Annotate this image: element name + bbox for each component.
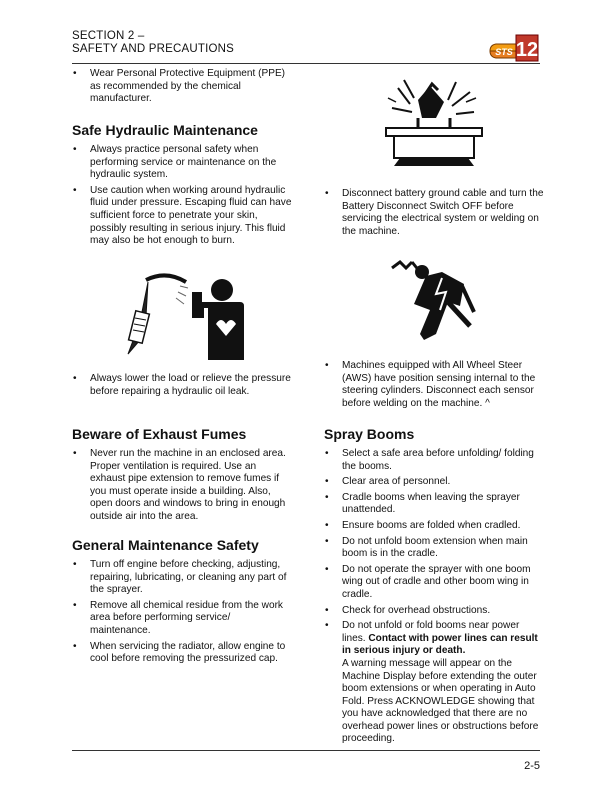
list-item: • Check for overhead obstructions. (324, 605, 544, 618)
list-item: • Clear area of personnel. (324, 476, 544, 489)
ppe-list (72, 68, 292, 109)
list-item: • Disconnect battery ground cable and turn the Battery Disconnect Switch OFF before servicing the electrical system or welding on the machine. (324, 188, 544, 238)
hydraulic-section (72, 122, 292, 251)
general-maintenance-list (72, 559, 292, 666)
footer-rule (72, 750, 540, 751)
hydraulic-injection-pictogram (126, 272, 258, 362)
battery-list (324, 188, 544, 241)
list-item: • Remove all chemical residue from the work area before performing service/ maintenance. (72, 600, 292, 638)
section-title: SAFETY AND PRECAUTIONS (72, 43, 235, 55)
hydraulic-list (72, 144, 292, 248)
electrical-shock-pictogram (384, 254, 480, 346)
list-item: • Select a safe area before unfolding/ folding the booms. (324, 448, 544, 473)
general-maintenance-section (72, 537, 292, 669)
list-item: • Turn off engine before checking, adjusting, repairing, lubricating, or cleaning any part of the sprayer. (72, 559, 292, 597)
list-item: • Use caution when working around hydraulic fluid under pressure. Escaping fluid can have sufficient force to penetrate your skin, possibly resulting in serious injury. This fluid may also be hot enough to burn. (72, 185, 292, 248)
page-header (72, 30, 234, 56)
svg-text:STS: STS (495, 47, 513, 57)
section-heading: Spray Booms (324, 426, 415, 442)
page-number: 2-5 (524, 760, 540, 772)
spray-booms-list (324, 448, 544, 746)
svg-text:12: 12 (515, 39, 539, 61)
section-heading: General Maintenance Safety (72, 537, 259, 553)
power-lines-text: Do not unfold or fold booms near power lines. (342, 620, 520, 644)
sts12-logo (488, 31, 540, 63)
list-item: • Machines equipped with All Wheel Steer (AWS) have position sensing internal to the steering cylinders. Disconnect each sensor before welding on the machine. ^ (324, 360, 544, 410)
section-heading: Beware of Exhaust Fumes (72, 426, 247, 442)
power-lines-warning: Contact with power lines can result in serious injury or death. (342, 632, 538, 657)
list-item: • Never run the machine in an enclosed area. Proper ventilation is required. Use an exhaust pipe extension to remove fumes if you must operate inside a building. Also, open doors and windows to bring in enough outside air into the area. (72, 448, 292, 524)
list-item: • Always practice personal safety when performing service or maintenance on the hydraulic system. (72, 144, 292, 182)
aws-list (324, 360, 544, 413)
list-item: • Ensure booms are folded when cradled. (324, 520, 544, 533)
header-rule (72, 63, 540, 64)
exhaust-section (72, 426, 292, 527)
lower-load-item (72, 373, 292, 401)
list-item: • Do not operate the sprayer with one boom wing out of cradle and other boom wing in cradle. (324, 564, 544, 602)
list-item: • When servicing the radiator, allow engine to cool before removing the pressurized cap. (72, 641, 292, 666)
section-heading: Safe Hydraulic Maintenance (72, 122, 258, 138)
lower-load-list (72, 373, 292, 398)
acknowledge-note: A warning message will appear on the Machine Display before extending the outer boom extensions or when operating in Auto Fold. Press ACKNOWLEDGE showing that you have acknowledged that there are no overhead power lines or obstructions before proceeding. (342, 657, 539, 745)
list-item (324, 620, 544, 746)
list-item: • Wear Personal Protective Equipment (PPE) as recommended by the chemical manufacturer. (72, 68, 292, 106)
list-item: • Always lower the load or relieve the pressure before repairing a hydraulic oil leak. (72, 373, 292, 398)
list-item: • Cradle booms when leaving the sprayer unattended. (324, 492, 544, 517)
section-number: SECTION 2 – (72, 30, 145, 42)
spray-booms-section (324, 426, 544, 749)
list-item: • Do not unfold boom extension when main boom is in the cradle. (324, 536, 544, 561)
exhaust-list (72, 448, 292, 524)
battery-explosion-pictogram (378, 78, 488, 170)
